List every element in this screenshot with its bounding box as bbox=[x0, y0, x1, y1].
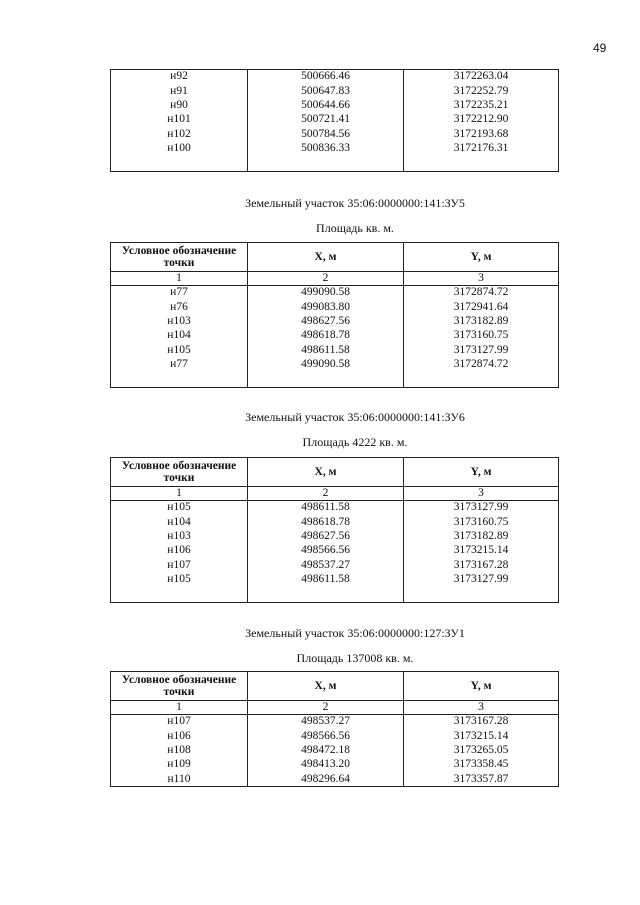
table-row bbox=[111, 572, 559, 586]
section-title: Земельный участок 35:06:0000000:127:ЗУ1 bbox=[245, 626, 465, 640]
header-point-label: Условное обозначение точки bbox=[111, 458, 248, 487]
y-coordinate: 3173182.89 bbox=[404, 315, 559, 329]
column-index: 3 bbox=[404, 701, 559, 715]
y-coordinate: 3172874.72 bbox=[404, 357, 559, 371]
y-coordinate: 3173357.87 bbox=[404, 772, 559, 787]
x-coordinate: 498566.56 bbox=[248, 729, 404, 743]
table-row bbox=[111, 744, 559, 758]
table-body bbox=[111, 70, 559, 172]
table-row bbox=[111, 515, 559, 529]
table-row bbox=[111, 286, 559, 301]
y-coordinate: 3173182.89 bbox=[404, 530, 559, 544]
y-coordinate: 3173265.05 bbox=[404, 744, 559, 758]
x-coordinate: 498611.58 bbox=[248, 501, 404, 516]
x-coordinate: 500721.41 bbox=[248, 113, 404, 127]
point-label: н92 bbox=[111, 70, 248, 85]
x-coordinate: 499083.80 bbox=[248, 300, 404, 314]
table-row bbox=[111, 715, 559, 730]
point-label: н101 bbox=[111, 113, 248, 127]
y-coordinate: 3173127.99 bbox=[404, 501, 559, 516]
point-label: н76 bbox=[111, 300, 248, 314]
y-coordinate: 3172874.72 bbox=[404, 286, 559, 301]
x-coordinate: 498413.20 bbox=[248, 758, 404, 772]
section-area: Площадь 4222 кв. м. bbox=[302, 435, 408, 449]
section-title: Земельный участок 35:06:0000000:141:ЗУ5 bbox=[245, 196, 465, 210]
table-row bbox=[111, 99, 559, 113]
header-x-label: X, м bbox=[248, 458, 404, 487]
y-coordinate: 3172941.64 bbox=[404, 300, 559, 314]
coordinates-table bbox=[110, 242, 559, 388]
header-point-label: Условное обозначение точки bbox=[111, 243, 248, 272]
table-row bbox=[111, 141, 559, 155]
y-coordinate: 3173127.99 bbox=[404, 572, 559, 586]
x-coordinate: 498618.78 bbox=[248, 515, 404, 529]
point-label: н105 bbox=[111, 572, 248, 586]
coordinates-table bbox=[110, 671, 559, 787]
table-row bbox=[111, 315, 559, 329]
point-label: н77 bbox=[111, 286, 248, 301]
coordinates-table-continuation bbox=[110, 69, 559, 172]
y-coordinate: 3172235.21 bbox=[404, 99, 559, 113]
point-label: н90 bbox=[111, 99, 248, 113]
y-coordinate: 3173127.99 bbox=[404, 343, 559, 357]
section-area: Площадь кв. м. bbox=[316, 221, 394, 235]
x-coordinate: 498296.64 bbox=[248, 772, 404, 787]
y-coordinate: 3172193.68 bbox=[404, 127, 559, 141]
x-coordinate: 498627.56 bbox=[248, 315, 404, 329]
x-coordinate: 500647.83 bbox=[248, 84, 404, 98]
point-label: н91 bbox=[111, 84, 248, 98]
x-coordinate: 498537.27 bbox=[248, 558, 404, 572]
point-label: н106 bbox=[111, 729, 248, 743]
coordinates-table bbox=[110, 457, 559, 603]
x-coordinate: 499090.58 bbox=[248, 357, 404, 371]
x-coordinate: 498611.58 bbox=[248, 572, 404, 586]
table-row-blank bbox=[111, 372, 559, 388]
table-row-blank bbox=[111, 587, 559, 603]
x-coordinate: 500836.33 bbox=[248, 141, 404, 155]
point-label: н107 bbox=[111, 715, 248, 730]
point-label: н102 bbox=[111, 127, 248, 141]
y-coordinate: 3173358.45 bbox=[404, 758, 559, 772]
y-coordinate: 3173167.28 bbox=[404, 558, 559, 572]
column-index: 3 bbox=[404, 272, 559, 286]
y-coordinate: 3172252.79 bbox=[404, 84, 559, 98]
table-body bbox=[111, 286, 559, 388]
point-label: н104 bbox=[111, 329, 248, 343]
table-row bbox=[111, 357, 559, 371]
x-coordinate: 498627.56 bbox=[248, 530, 404, 544]
point-label: н105 bbox=[111, 501, 248, 516]
column-index: 1 bbox=[111, 272, 248, 286]
x-coordinate: 498472.18 bbox=[248, 744, 404, 758]
y-coordinate: 3173160.75 bbox=[404, 515, 559, 529]
point-label: н110 bbox=[111, 772, 248, 787]
column-index: 1 bbox=[111, 487, 248, 501]
table-row bbox=[111, 329, 559, 343]
point-label: н100 bbox=[111, 141, 248, 155]
column-index: 2 bbox=[248, 272, 404, 286]
header-x-label: X, м bbox=[248, 672, 404, 701]
x-coordinate: 498566.56 bbox=[248, 544, 404, 558]
header-point-label: Условное обозначение точки bbox=[111, 672, 248, 701]
table-row bbox=[111, 113, 559, 127]
table-row bbox=[111, 544, 559, 558]
y-coordinate: 3172212.90 bbox=[404, 113, 559, 127]
table-row bbox=[111, 300, 559, 314]
table-row bbox=[111, 772, 559, 787]
point-label: н103 bbox=[111, 315, 248, 329]
section-area: Площадь 137008 кв. м. bbox=[296, 651, 414, 665]
column-index: 3 bbox=[404, 487, 559, 501]
x-coordinate: 500644.66 bbox=[248, 99, 404, 113]
point-label: н107 bbox=[111, 558, 248, 572]
y-coordinate: 3172263.04 bbox=[404, 70, 559, 85]
table-body bbox=[111, 715, 559, 787]
header-y-label: Y, м bbox=[404, 672, 559, 701]
x-coordinate: 498618.78 bbox=[248, 329, 404, 343]
y-coordinate: 3173215.14 bbox=[404, 544, 559, 558]
table-row bbox=[111, 558, 559, 572]
table-body bbox=[111, 501, 559, 603]
y-coordinate: 3173215.14 bbox=[404, 729, 559, 743]
x-coordinate: 500784.56 bbox=[248, 127, 404, 141]
x-coordinate: 498611.58 bbox=[248, 343, 404, 357]
table-row bbox=[111, 70, 559, 85]
table-row bbox=[111, 127, 559, 141]
x-coordinate: 498537.27 bbox=[248, 715, 404, 730]
point-label: н108 bbox=[111, 744, 248, 758]
y-coordinate: 3172176.31 bbox=[404, 141, 559, 155]
table-row bbox=[111, 343, 559, 357]
table-row-blank bbox=[111, 156, 559, 172]
table-row bbox=[111, 530, 559, 544]
x-coordinate: 499090.58 bbox=[248, 286, 404, 301]
header-y-label: Y, м bbox=[404, 458, 559, 487]
x-coordinate: 500666.46 bbox=[248, 70, 404, 85]
point-label: н103 bbox=[111, 530, 248, 544]
table-row bbox=[111, 758, 559, 772]
point-label: н104 bbox=[111, 515, 248, 529]
point-label: н105 bbox=[111, 343, 248, 357]
column-index: 2 bbox=[248, 701, 404, 715]
y-coordinate: 3173167.28 bbox=[404, 715, 559, 730]
section-title: Земельный участок 35:06:0000000:141:ЗУ6 bbox=[245, 410, 465, 424]
column-index: 1 bbox=[111, 701, 248, 715]
table-row bbox=[111, 501, 559, 516]
table-row bbox=[111, 729, 559, 743]
point-label: н109 bbox=[111, 758, 248, 772]
point-label: н106 bbox=[111, 544, 248, 558]
y-coordinate: 3173160.75 bbox=[404, 329, 559, 343]
page-number: 49 bbox=[593, 41, 607, 55]
header-y-label: Y, м bbox=[404, 243, 559, 272]
point-label: н77 bbox=[111, 357, 248, 371]
column-index: 2 bbox=[248, 487, 404, 501]
header-x-label: X, м bbox=[248, 243, 404, 272]
table-row bbox=[111, 84, 559, 98]
